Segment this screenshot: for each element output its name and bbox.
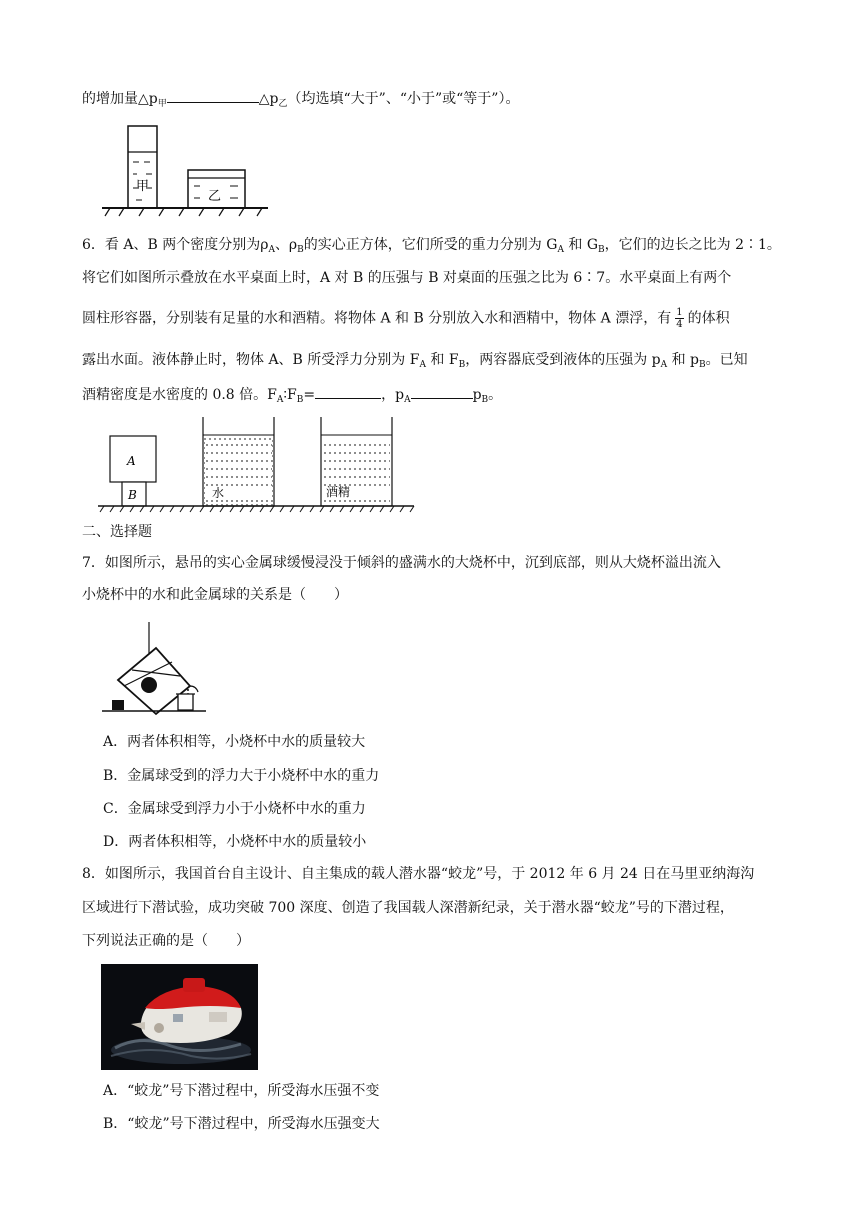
q6-sub: A bbox=[404, 395, 411, 405]
label-A: A bbox=[127, 454, 136, 468]
q7-option-d[interactable] bbox=[103, 832, 366, 852]
q6-l3-b: 的体积 bbox=[687, 310, 730, 327]
q7-option-b-text: B．金属球受到的浮力大于小烧杯中水的重力 bbox=[103, 768, 380, 784]
q6-l1-d: 和 G bbox=[563, 237, 599, 253]
q8-l3: 下列说法正确的是（ ） bbox=[82, 933, 250, 949]
q6-l4-c: ，两容器底受到液体的压强为 p bbox=[465, 352, 661, 368]
label-alcohol: 酒精 bbox=[326, 485, 351, 499]
q6-sub: B bbox=[297, 245, 304, 255]
q6-sub: B bbox=[296, 395, 304, 405]
q6-l1-b: 、ρ bbox=[274, 237, 298, 253]
q7-line-1 bbox=[82, 553, 721, 573]
q6-l5-a: 酒精密度是水密度的 0.8 倍。F bbox=[82, 387, 277, 403]
q6-l5-c: = bbox=[303, 387, 316, 403]
q8-option-b[interactable] bbox=[103, 1114, 380, 1134]
q6-l1-e: ，它们的边长之比为 2∶1。 bbox=[604, 237, 781, 253]
submersible-photo bbox=[101, 964, 258, 1070]
support-block bbox=[112, 700, 124, 710]
container-jia bbox=[128, 126, 157, 208]
q6-l5-b: ∶F bbox=[283, 387, 297, 403]
q6-sub: B bbox=[598, 245, 605, 255]
q6-l4-d: 和 p bbox=[667, 352, 700, 368]
q8-line-2 bbox=[82, 898, 734, 918]
q5-answer-blank-1[interactable] bbox=[167, 88, 259, 103]
q7-option-a-text: A．两者体积相等，小烧杯中水的质量较大 bbox=[103, 734, 366, 750]
q7-l2: 小烧杯中的水和此金属球的关系是（ ） bbox=[82, 587, 348, 603]
q7-l1: 7．如图所示，悬吊的实心金属球缓慢浸没于倾斜的盛满水的大烧杯中，沉到底部，则从大烧杯溢出流入 bbox=[82, 555, 721, 571]
small-beaker bbox=[178, 694, 193, 710]
q5-figure bbox=[100, 122, 270, 220]
q6-answer-blank-1[interactable] bbox=[315, 384, 381, 399]
q6-sub: B bbox=[481, 395, 489, 405]
q7-option-b[interactable] bbox=[103, 766, 379, 786]
q8-line-3 bbox=[82, 931, 250, 951]
fraction-one-quarter bbox=[675, 307, 683, 330]
q6-line-4 bbox=[82, 350, 748, 375]
metal-ball bbox=[141, 677, 157, 693]
q6-l2: 将它们如图所示叠放在水平桌面上时，A 对 B 的压强与 B 对桌面的压强之比为 6∶7。水平桌面上有两个 bbox=[82, 270, 732, 286]
label-water: 水 bbox=[212, 486, 225, 500]
q6-l3-a: 圆柱形容器，分别装有足量的水和酒精。将物体 A 和 B 分别放入水和酒精中，物体 A 漂浮，有 bbox=[82, 310, 672, 327]
q5-text-mid: △p bbox=[258, 91, 279, 107]
q6-sub: A bbox=[268, 245, 275, 255]
q6-l4-a: 露出水面。液体静止时，物体 A、B 所受浮力分别为 F bbox=[82, 352, 420, 368]
q5-text-c: （均选填“大于”、“小于”或“等于”）。 bbox=[287, 91, 520, 107]
q6-l5-e: 。 bbox=[488, 387, 503, 403]
q7-option-a[interactable] bbox=[103, 732, 365, 752]
q7-figure bbox=[100, 622, 210, 718]
q8-l2: 区域进行下潜试验，成功突破 700 深度、创造了我国载人深潜新纪录，关于潜水器“蛟龙”号的下潜过程， bbox=[82, 900, 734, 916]
q6-l1-a: 6．看 A、B 两个密度分别为ρ bbox=[82, 237, 269, 253]
q6-l4-e: 。已知 bbox=[705, 352, 748, 368]
q8-l1: 8．如图所示，我国首台自主设计、自主集成的载人潜水器“蛟龙”号，于 2012 年 6 月 24 日在马里亚纳海沟 bbox=[82, 866, 755, 882]
q6-sub: A bbox=[557, 245, 564, 255]
q6-sub: A bbox=[419, 360, 426, 370]
q6-l5-d: ，p bbox=[381, 387, 405, 403]
q6-l4-b: 和 F bbox=[425, 352, 459, 368]
q8-option-a-text: A．“蛟龙”号下潜过程中，所受海水压强不变 bbox=[103, 1083, 380, 1099]
q6-line-5: 酒精密度是水密度的 0.8 倍。$F_A∶F_B=$ ，$p_A$ $p_B$。 bbox=[82, 384, 502, 410]
section-heading bbox=[82, 522, 152, 542]
q8-option-b-text: B．“蛟龙”号下潜过程中，所受海水压强变大 bbox=[103, 1116, 380, 1132]
q6-l1-c: 的实心正方体，它们所受的重力分别为 G bbox=[303, 237, 558, 253]
q6-line-2 bbox=[82, 268, 731, 288]
section-2-title: 二、选择题 bbox=[82, 524, 152, 540]
q5-sub-jia: 甲 bbox=[157, 99, 167, 109]
q6-sub: B bbox=[458, 360, 466, 370]
q7-option-c[interactable] bbox=[103, 799, 366, 819]
q6-line-3 bbox=[82, 307, 730, 330]
label-yi: 乙 bbox=[208, 189, 222, 204]
frac-num: 1 bbox=[676, 307, 683, 318]
label-jia: 甲 bbox=[136, 179, 150, 194]
label-B: B bbox=[128, 488, 137, 502]
q6-sub: B bbox=[699, 360, 706, 370]
q5-sub-yi: 乙 bbox=[278, 99, 288, 109]
q6-answer-blank-2[interactable] bbox=[411, 384, 473, 399]
q6-sub: A bbox=[660, 360, 668, 370]
q7-option-c-text: C．金属球受到浮力小于小烧杯中水的重力 bbox=[103, 801, 366, 817]
frac-den: 4 bbox=[676, 319, 683, 330]
q8-line-1 bbox=[82, 864, 754, 884]
q8-option-a[interactable] bbox=[103, 1081, 379, 1101]
q5-tail-line bbox=[82, 88, 519, 114]
q7-line-2 bbox=[82, 585, 348, 605]
q6-line-1 bbox=[82, 235, 781, 260]
q5-text-a: 的增加量△p bbox=[82, 91, 158, 107]
q7-option-d-text: D．两者体积相等，小烧杯中水的质量较小 bbox=[103, 834, 367, 850]
q6-figure bbox=[98, 415, 416, 515]
q6-sub: A bbox=[276, 395, 284, 405]
